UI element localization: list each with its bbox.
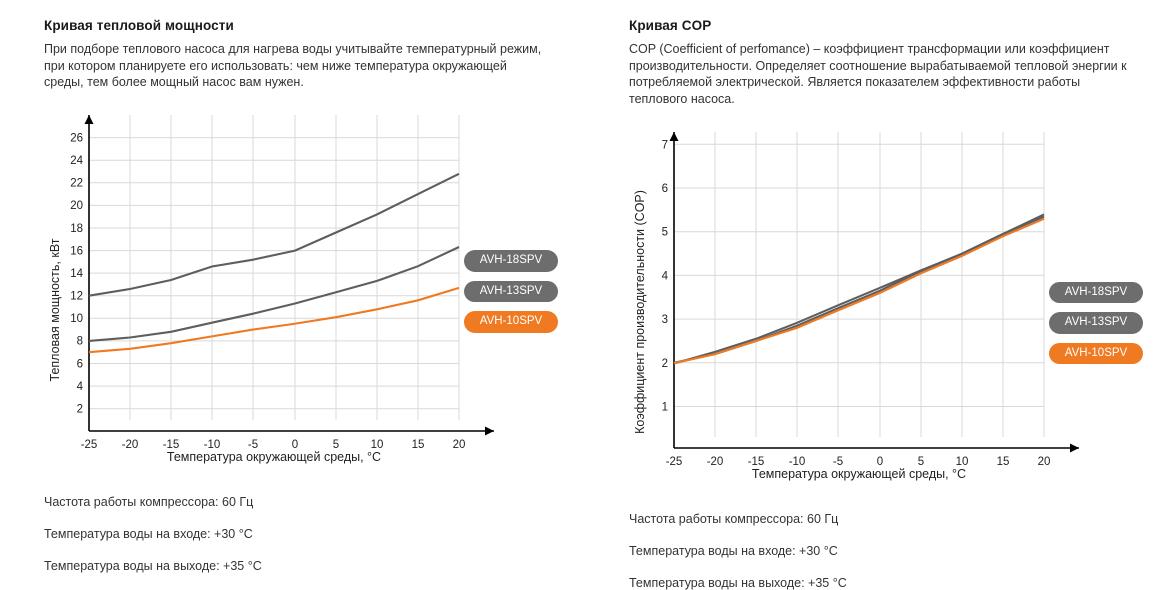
svg-text:-15: -15 (162, 438, 180, 451)
svg-text:0: 0 (876, 455, 884, 468)
svg-text:20: 20 (70, 200, 83, 213)
footnote-inlet-temp: Температура воды на входе: +30 °C (44, 526, 253, 541)
series-line-avh-18spv (674, 214, 1044, 362)
svg-text:26: 26 (70, 132, 83, 145)
svg-text:20: 20 (452, 438, 466, 451)
svg-text:-15: -15 (747, 455, 765, 468)
svg-text:4: 4 (76, 380, 83, 393)
legend-left (464, 250, 558, 342)
x-axis-title-left: Температура окружающей среды, °C (166, 449, 382, 464)
y-axis-title-right: Коэффициент производительности (COP) (633, 189, 647, 434)
svg-text:7: 7 (661, 138, 668, 151)
svg-text:5: 5 (332, 438, 340, 451)
svg-text:2: 2 (76, 403, 83, 416)
svg-text:10: 10 (955, 455, 969, 468)
footnote-compressor-frequency: Частота работы компрессора: 60 Гц (44, 494, 254, 509)
legend-item-avh-13spv[interactable]: AVH-13SPV (464, 281, 558, 303)
svg-text:3: 3 (661, 313, 668, 326)
y-axis-arrow (670, 132, 679, 141)
svg-text:-10: -10 (788, 455, 806, 468)
svg-text:-20: -20 (121, 438, 139, 451)
cop-panel (585, 0, 1170, 590)
legend-item-avh-18spv[interactable]: AVH-18SPV (464, 250, 558, 272)
heating-capacity-chart (44, 105, 564, 465)
y-axis-arrow (85, 115, 94, 124)
legend-item-avh-10spv[interactable]: AVH-10SPV (1049, 343, 1143, 365)
footnotes-left (44, 495, 585, 573)
svg-text:-5: -5 (832, 455, 844, 468)
cop-chart (629, 122, 1149, 482)
page-title-left: Кривая тепловой мощности (44, 18, 234, 33)
svg-text:5: 5 (661, 226, 668, 239)
svg-text:12: 12 (70, 290, 83, 303)
svg-text:1: 1 (661, 401, 668, 413)
x-axis-arrow (1070, 443, 1079, 452)
series-line-avh-10spv (89, 288, 459, 352)
footnote-outlet-temp: Температура воды на выходе: +35 °C (44, 558, 262, 573)
y-tick-labels (662, 139, 669, 413)
svg-text:15: 15 (996, 455, 1010, 468)
svg-text:2: 2 (661, 357, 668, 370)
series-line-avh-18spv (89, 174, 459, 296)
svg-text:6: 6 (661, 182, 668, 195)
svg-text:-25: -25 (665, 455, 683, 468)
svg-text:8: 8 (76, 335, 83, 348)
svg-text:-5: -5 (247, 438, 259, 451)
footnote-outlet-temp: Температура воды на выходе: +35 °C (629, 575, 847, 590)
description-left: При подборе теплового насоса для нагрева воды учитывайте температурный режим, при котором планируете его использовать: чем ниже температура окружающей среды, тем более мощный насос вам нужен. (44, 42, 542, 90)
svg-text:-25: -25 (80, 438, 98, 451)
footnote-compressor-frequency: Частота работы компрессора: 60 Гц (629, 511, 839, 526)
grid-lines (674, 132, 1044, 437)
legend-item-avh-18spv[interactable]: AVH-18SPV (1049, 282, 1143, 304)
svg-text:16: 16 (70, 245, 83, 258)
heating-capacity-panel (0, 0, 585, 572)
svg-text:18: 18 (70, 222, 83, 235)
x-axis-arrow (485, 426, 494, 435)
svg-text:-10: -10 (203, 438, 221, 451)
svg-text:22: 22 (70, 177, 83, 190)
legend-item-avh-13spv[interactable]: AVH-13SPV (1049, 312, 1143, 334)
svg-text:20: 20 (1037, 455, 1051, 468)
grid-lines (89, 115, 459, 420)
page-title-right: Кривая COP (629, 18, 712, 33)
svg-text:14: 14 (70, 267, 83, 280)
svg-text:6: 6 (76, 358, 83, 371)
series-line-avh-13spv (674, 216, 1044, 363)
footnote-inlet-temp: Температура воды на входе: +30 °C (629, 543, 838, 558)
footnotes-right (629, 512, 1170, 590)
svg-text:15: 15 (411, 438, 425, 451)
svg-text:4: 4 (661, 269, 668, 282)
legend-right (1049, 282, 1143, 374)
y-tick-labels (70, 132, 83, 415)
y-axis-title-left: Тепловая мощность, кВт (48, 238, 62, 382)
svg-text:0: 0 (291, 438, 299, 451)
x-axis-title-right: Температура окружающей среды, °C (751, 466, 967, 481)
svg-text:-20: -20 (706, 455, 724, 468)
svg-text:24: 24 (70, 154, 83, 167)
svg-text:5: 5 (917, 455, 925, 468)
legend-item-avh-10spv[interactable]: AVH-10SPV (464, 311, 558, 333)
description-right: COP (Coefficient of perfomance) – коэффициент трансформации или коэффициент производительности. Определяет соотношение вырабатываемой тепловой энергии к потребляемой электрической. Является показателем эффективности работы теплового насоса. (629, 42, 1127, 106)
svg-text:10: 10 (370, 438, 384, 451)
svg-text:10: 10 (70, 312, 83, 325)
